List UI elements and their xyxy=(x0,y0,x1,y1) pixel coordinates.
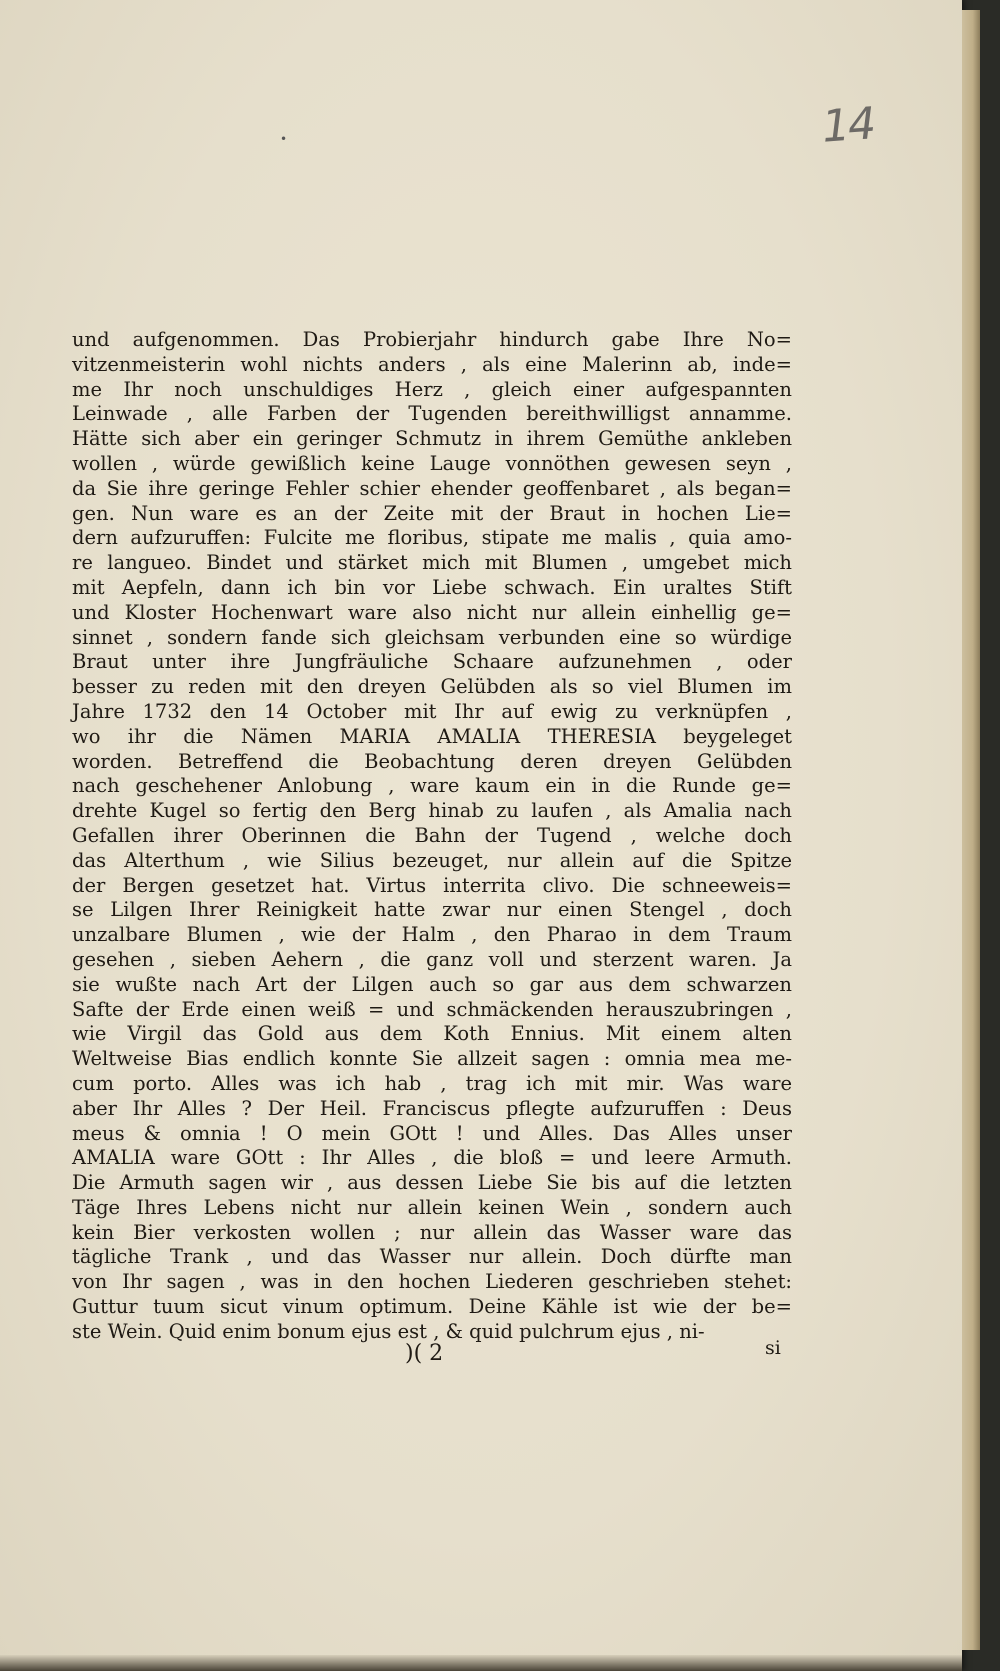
text-line: nach geschehener Anlobung , ware kaum ein in die Runde ge= xyxy=(72,774,792,798)
text-line: Hätte sich aber ein geringer Schmutz in ihrem Gemüthe ankleben xyxy=(72,427,792,451)
text-line: mit Aepfeln, dann ich bin vor Liebe schwach. Ein uraltes Stift xyxy=(72,575,792,599)
ink-speck: • xyxy=(280,132,288,146)
text-line: Täge Ihres Lebens nicht nur allein keinen Wein , sondern auch xyxy=(72,1195,792,1219)
text-line: re langueo. Bindet und stärket mich mit Blumen , umgebet mich xyxy=(72,551,792,575)
text-line: Safte der Erde einen weiß = und schmäckenden herauszubringen , xyxy=(72,997,792,1021)
folio-number: 14 xyxy=(820,98,876,153)
text-line: Weltweise Bias endlich konnte Sie allzeit sagen : omnia mea me- xyxy=(72,1047,792,1071)
text-line: von Ihr sagen , was in den hochen Liederen geschrieben stehet: xyxy=(72,1270,792,1294)
text-line: kein Bier verkosten wollen ; nur allein das Wasser ware das xyxy=(72,1220,792,1244)
text-line: dern aufzuruffen: Fulcite me floribus, stipate me malis , quia amo- xyxy=(72,526,792,550)
text-line: unzalbare Blumen , wie der Halm , den Pharao in dem Traum xyxy=(72,923,792,947)
page-bottom-shadow xyxy=(0,1655,962,1671)
text-line: und aufgenommen. Das Probierjahr hindurch gabe Ihre No= xyxy=(72,328,792,351)
text-line: Guttur tuum sicut vinum optimum. Deine Kähle ist wie der be= xyxy=(72,1295,792,1319)
text-line: aber Ihr Alles ? Der Heil. Franciscus pflegte aufzuruffen : Deus xyxy=(72,1096,792,1120)
text-line: tägliche Trank , und das Wasser nur allein. Doch dürfte man xyxy=(72,1245,792,1269)
text-line: drehte Kugel so fertig den Berg hinab zu laufen , als Amalia nach xyxy=(72,799,792,823)
text-line: worden. Betreffend die Beobachtung deren dreyen Gelübden xyxy=(72,749,792,773)
text-line: wollen , würde gewißlich keine Lauge vonnöthen gewesen seyn , xyxy=(72,451,792,475)
text-line: AMALIA ware GOtt : Ihr Alles , die bloß = und leere Armuth. xyxy=(72,1146,792,1170)
text-line: und Kloster Hochenwart ware also nicht nur allein einhellig ge= xyxy=(72,600,792,624)
text-line: Die Armuth sagen wir , aus dessen Liebe Sie bis auf die letzten xyxy=(72,1171,792,1195)
text-line: Jahre 1732 den 14 October mit Ihr auf ewig zu verknüpfen , xyxy=(72,699,792,723)
text-line: meus & omnia ! O mein GOtt ! und Alles. Das Alles unser xyxy=(72,1121,792,1145)
text-line: se Lilgen Ihrer Reinigkeit hatte zwar nur einen Stengel , doch xyxy=(72,898,792,922)
signature-mark: )( 2 xyxy=(405,1341,444,1366)
text-line: Leinwade , alle Farben der Tugenden bereithwilligst annamme. xyxy=(72,402,792,426)
text-line: der Bergen gesetzet hat. Virtus interrita clivo. Die schneeweis= xyxy=(72,873,792,897)
text-line: besser zu reden mit den dreyen Gelübden als so viel Blumen im xyxy=(72,675,792,699)
text-line: Braut unter ihre Jungfräuliche Schaare aufzunehmen , oder xyxy=(72,650,792,674)
page-edge xyxy=(962,10,980,1650)
text-line: cum porto. Alles was ich hab , trag ich mit mir. Was ware xyxy=(72,1071,792,1095)
text-line: me Ihr noch unschuldiges Herz , gleich einer aufgespannten xyxy=(72,377,792,401)
text-line: gesehen , sieben Aehern , die ganz voll und sterzent waren. Ja xyxy=(72,947,792,971)
text-line: vitzenmeisterin wohl nichts anders , als eine Malerinn ab, inde= xyxy=(72,352,792,376)
body-text xyxy=(72,328,792,1345)
text-line: wo ihr die Nämen MARIA AMALIA THERESIA beygeleget xyxy=(72,724,792,748)
catchword: si xyxy=(765,1337,781,1359)
text-line: gen. Nun ware es an der Zeite mit der Braut in hochen Lie= xyxy=(72,501,792,525)
text-line: sie wußte nach Art der Lilgen auch so gar aus dem schwarzen xyxy=(72,972,792,996)
text-line: sinnet , sondern fande sich gleichsam verbunden eine so würdige xyxy=(72,625,792,649)
text-line: Gefallen ihrer Oberinnen die Bahn der Tugend , welche doch xyxy=(72,823,792,847)
text-line: ste Wein. Quid enim bonum ejus est , & quid pulchrum ejus , ni- xyxy=(72,1319,705,1343)
text-line: da Sie ihre geringe Fehler schier ehender geoffenbaret , als began= xyxy=(72,476,792,500)
text-line: wie Virgil das Gold aus dem Koth Ennius. Mit einem alten xyxy=(72,1022,792,1046)
text-line: das Alterthum , wie Silius bezeuget, nur allein auf die Spitze xyxy=(72,848,792,872)
